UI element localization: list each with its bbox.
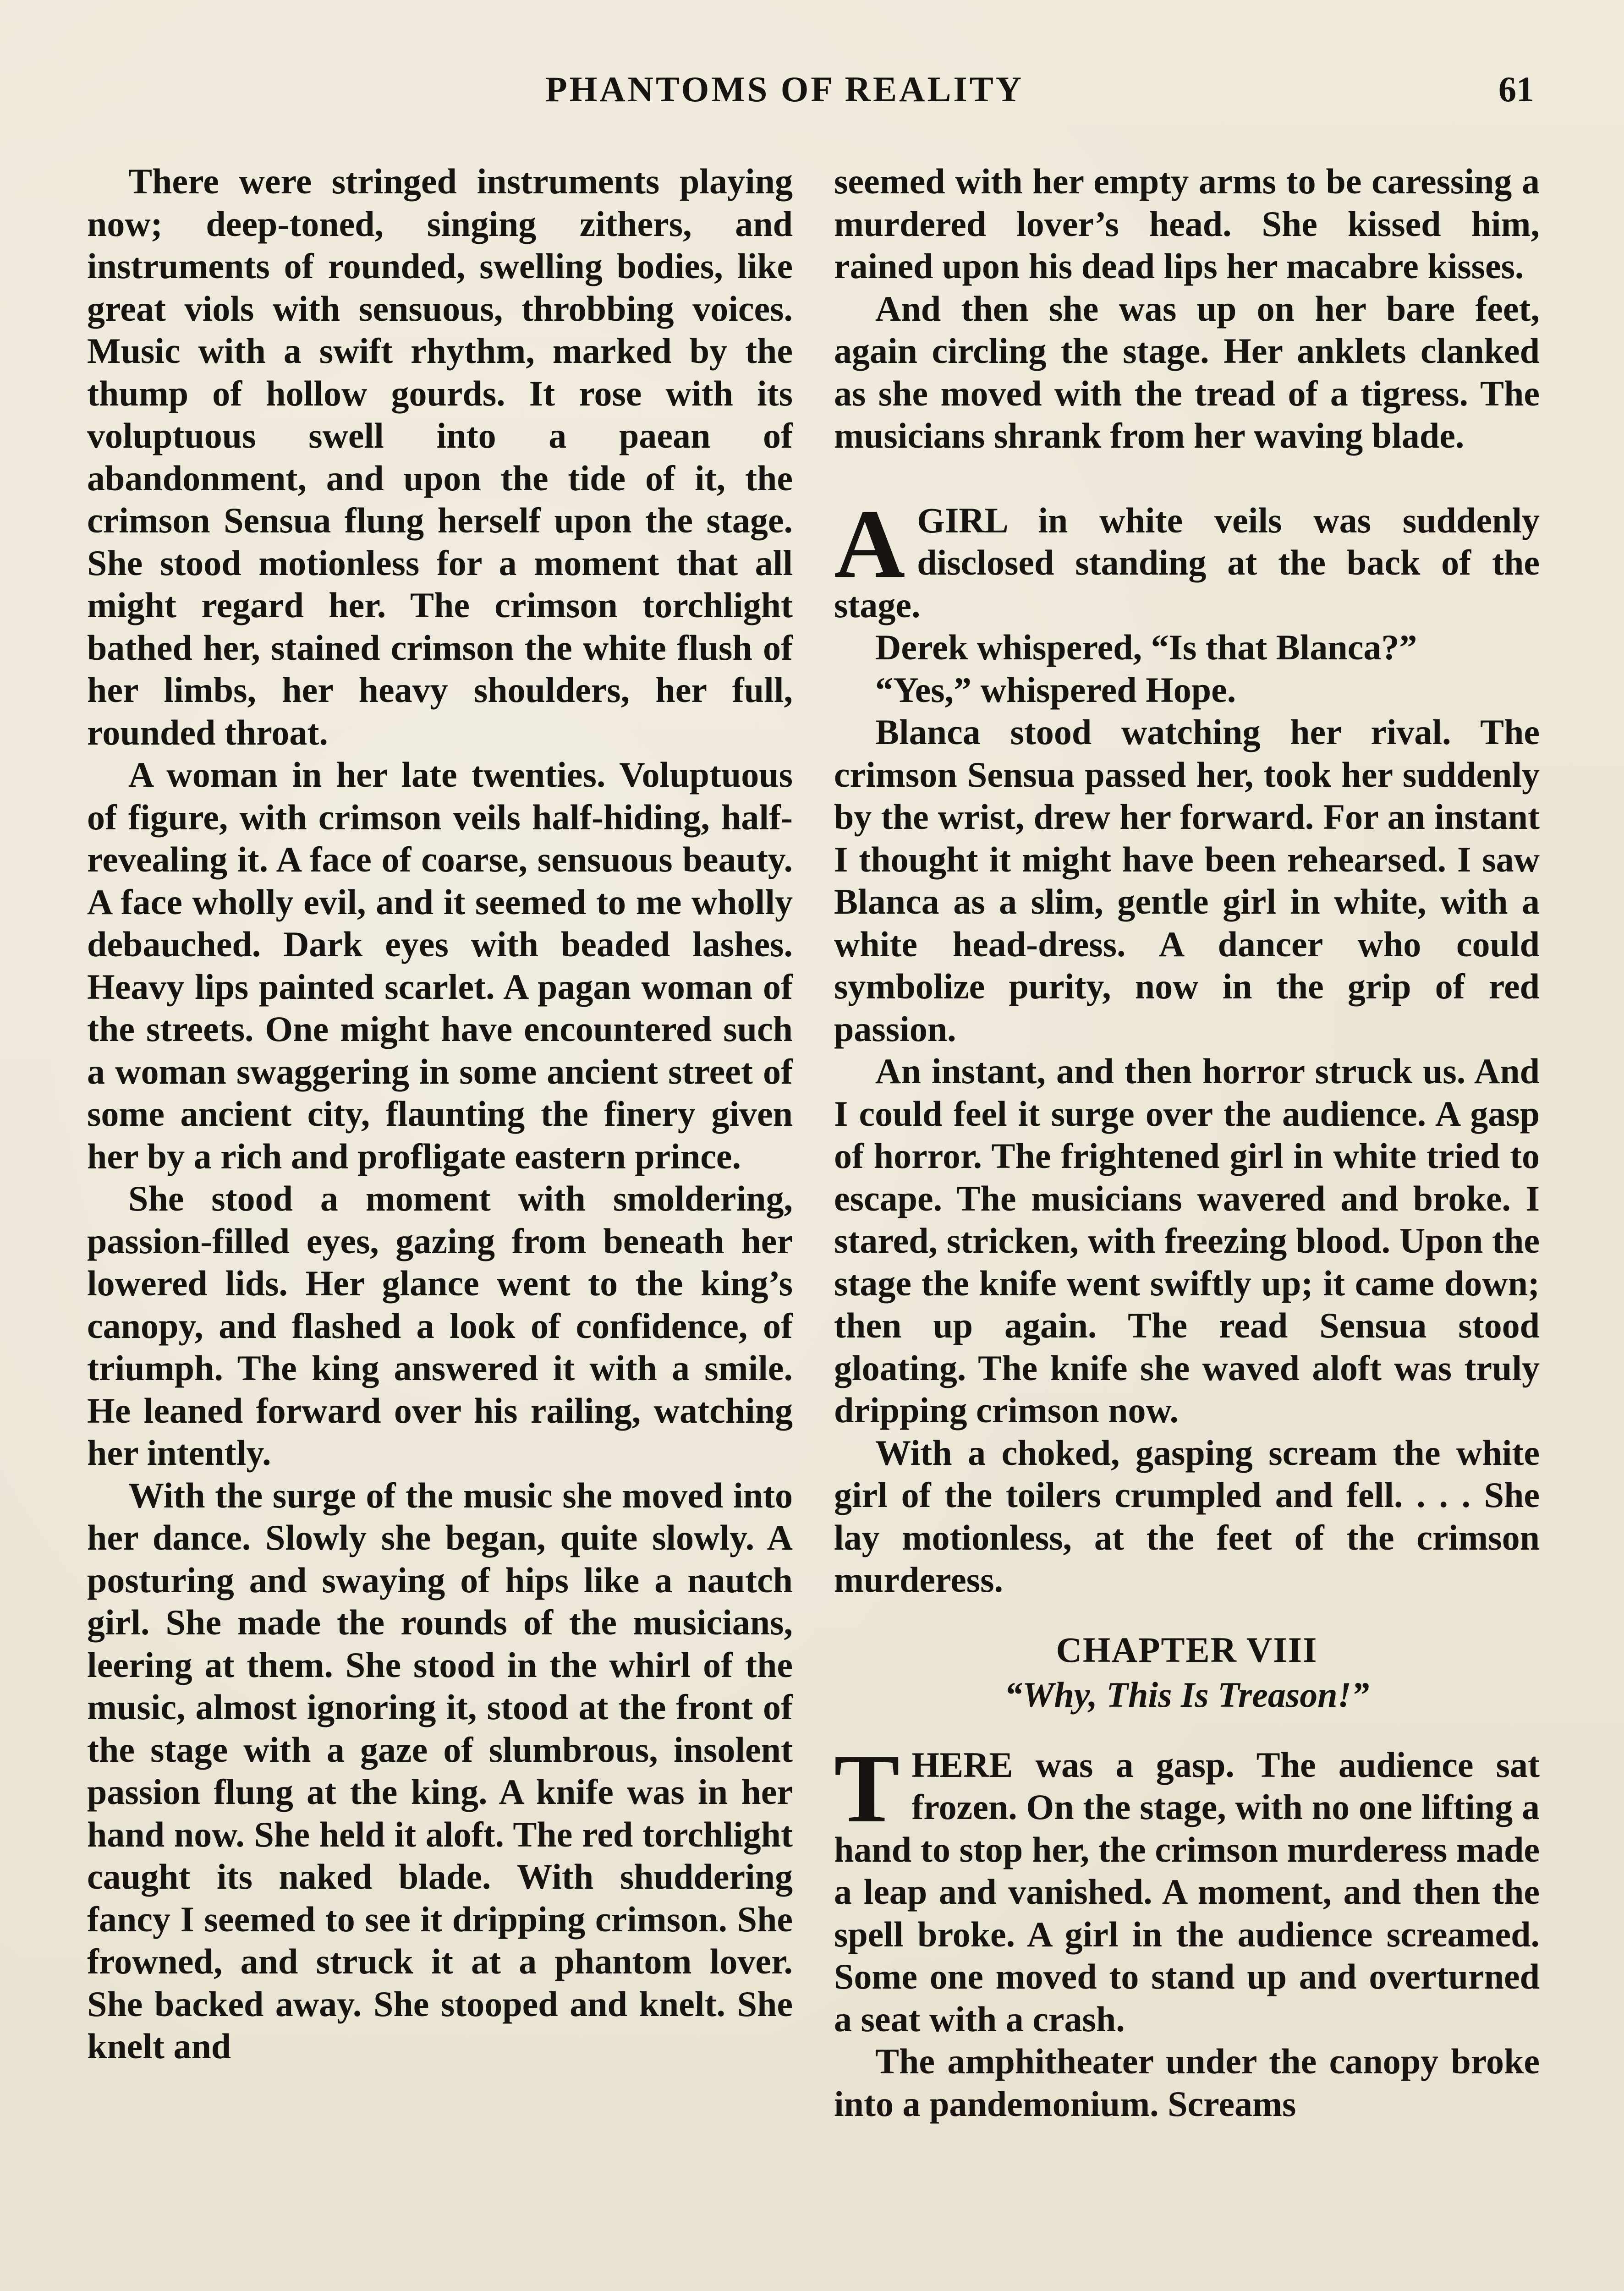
page-number: 61 (1498, 69, 1534, 109)
paragraph: Blanca stood watching her rival. The crimson Sensua passed her, took her suddenly by the wrist, drew her forward. For an instant I thought it might have been rehearsed. I saw Blanca as a slim, gentle girl in white, with a white head-dress. A dancer who could symbolize purity, now in the grip of red passion. (834, 712, 1540, 1049)
right-column (834, 160, 1540, 2125)
chapter-subtitle: “Why, This Is Treason!” (1004, 1675, 1370, 1715)
paragraph: With a choked, gasping scream the white girl of the toilers crumpled and fell. . . . She lay motionless, at the feet of the crimson murderess. (834, 1432, 1540, 1600)
paragraph: “Yes,” whispered Hope. (875, 669, 1236, 710)
paragraph: The amphitheater under the canopy broke into a pandemonium. Screams (834, 2041, 1540, 2124)
drop-cap: A (834, 488, 905, 598)
paragraph: A woman in her late twenties. Voluptuous of figure, with crimson veils half-hiding, half-revealing it. A face of coarse, sensuous beauty. A face wholly evil, and it seemed to me wholly debauched. Dark eyes with beaded lashes. Heavy lips painted scarlet. A pagan woman of the streets. One might have encountered such a woman swaggering in some ancient street of some ancient city, flaunting the finery given her by a rich and profligate eastern prince. (87, 755, 793, 1176)
chapter-heading: CHAPTER VIII (1056, 1629, 1318, 1670)
paragraph: seemed with her empty arms to be caressing a murdered lover’s head. She kissed him, rained upon his dead lips her macabre kisses. (834, 161, 1540, 286)
running-title: PHANTOMS OF REALITY (545, 69, 1024, 109)
paragraph: And then she was up on her bare feet, again circling the stage. Her anklets clanked as she moved with the tread of a tigress. The musicians shrank from her waving blade. (834, 288, 1540, 455)
running-head (0, 69, 1624, 119)
paragraph: There were stringed instruments playing now; deep-toned, singing zithers, and instruments of rounded, swelling bodies, like great viols with sensuous, throbbing voices. Music with a swift rhythm, marked by the thump of hollow gourds. It rose with its voluptuous swell into a paean of abandonment, and upon the tide of it, the crimson Sensua flung herself upon the stage. She stood motionless for a moment that all might regard her. The crimson torchlight bathed her, stained crimson the white flush of her limbs, her heavy shoulders, her full, rounded throat. (87, 161, 793, 752)
opening-text: HERE was a gasp. The audience sat frozen. On the stage, with no one lifting a hand to stop her, the crimson murderess made a leap and vanished. A moment, and then the spell broke. A girl in the audience screamed. Some one moved to stand up and overturned a seat with a crash. (834, 1744, 1540, 2039)
section-opening-paragraph (834, 488, 1540, 627)
left-column (87, 160, 793, 2068)
paragraph: Derek whispered, “Is that Blanca?” (875, 627, 1417, 667)
chapter-opening-paragraph (834, 1733, 1540, 2041)
paragraph: With the surge of the music she moved into her dance. Slowly she began, quite slowly. A posturing and swaying of hips like a nautch girl. She made the rounds of the musicians, leering at them. She stood in the whirl of the music, almost ignoring it, stood at the front of the stage with a gaze of slumbrous, insolent passion flung at the king. A knife was in her hand now. She held it aloft. The red torchlight caught its naked blade. With shuddering fancy I seemed to see it dripping crimson. She frowned, and struck it at a phantom lover. She backed away. She stooped and knelt. She knelt and (87, 1475, 793, 2066)
paragraph: An instant, and then horror struck us. And I could feel it surge over the audience. A gasp of horror. The frightened girl in white tried to escape. The musicians wavered and broke. I stared, stricken, with freezing blood. Upon the stage the knife went swiftly up; it came down; then up again. The read Sensua stood gloating. The knife she waved aloft was truly dripping crimson now. (834, 1051, 1540, 1430)
drop-cap: T (834, 1733, 900, 1843)
opening-text: GIRL in white veils was suddenly disclosed standing at the back of the stage. (834, 500, 1540, 625)
paragraph: She stood a moment with smoldering, passion-filled eyes, gazing from beneath her lowered lids. Her glance went to the king’s canopy, and flashed a look of confidence, of triumph. The king answered it with a smile. He leaned forward over his railing, watching her intently. (87, 1178, 793, 1473)
section-break (834, 457, 1540, 499)
